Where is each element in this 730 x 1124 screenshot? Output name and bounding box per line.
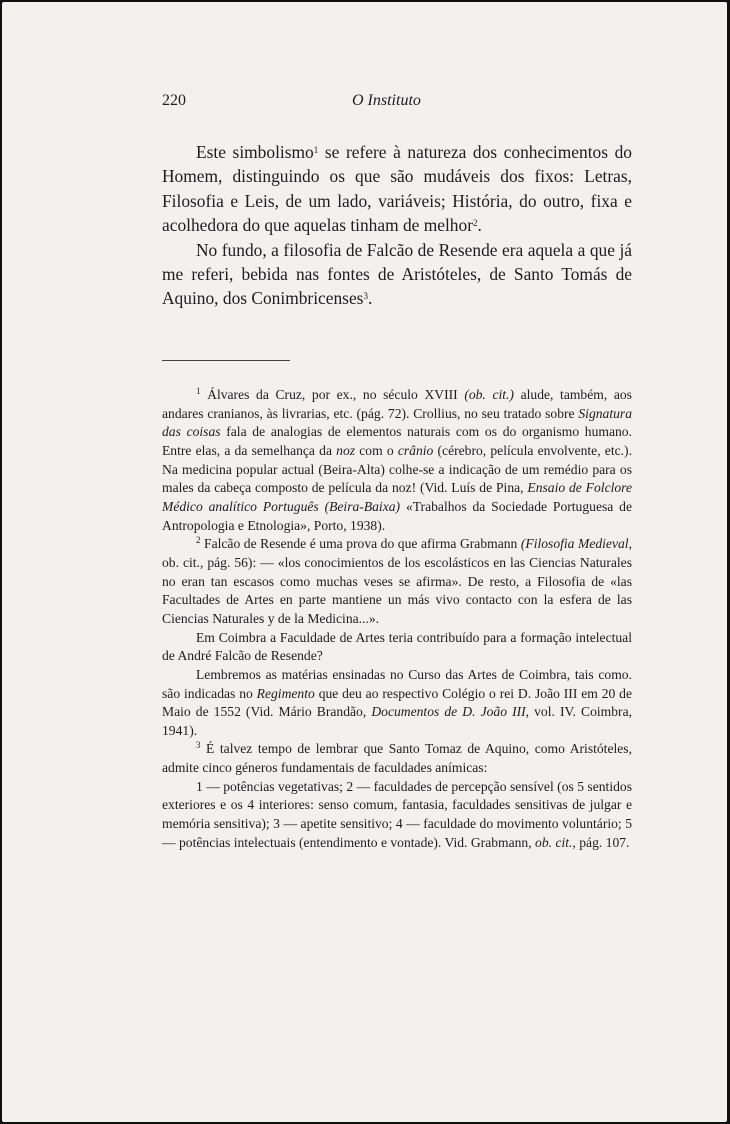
text: (ob. cit.)	[464, 387, 514, 402]
text: que deu ao respectivo Colégio o rei D. João III em 20 de Maio de 1552 (Vid. Mário Brandão,	[162, 685, 632, 720]
footnote-paragraph	[162, 666, 632, 741]
footnote	[162, 535, 632, 628]
text: noz	[336, 442, 356, 458]
text: .	[477, 215, 482, 236]
text: 1 — potências vegetativas; 2 — faculdades de percepção sensível (os 5 sentidos exteriores e os 4 interiores: senso comum, fantasia, faculdades sensitivas de julgar e memória sensitiva); 3 — apetite sensitivo; 4 — faculdade do movimento voluntário; 5 — potências intelectuais (entendimento e vontade). Vid. Grabmann,	[162, 778, 632, 850]
footnotes	[162, 386, 632, 852]
paragraph	[162, 238, 632, 311]
text: (Filosofia Medieval,	[520, 536, 632, 552]
text: se refere à natureza dos conhecimentos do Homem, distinguindo os que são mudáveis dos fixos: Letras, Filosofia e Leis, de um lado, variáveis; História, do outro, fixa e acolhedora do que aquelas tinham de melhor	[162, 142, 632, 236]
text: Álvares da Cruz, por ex., no século XVIII	[207, 387, 458, 402]
text: com o	[359, 442, 394, 458]
footnote	[162, 740, 632, 777]
footnote-marker: 3	[196, 740, 201, 751]
footnote-ref: 2	[473, 218, 478, 229]
footnote-list	[162, 778, 632, 853]
text: fala de analogias de elementos naturais com os do organismo humano. Entre elas, a da semelhança da	[162, 424, 632, 458]
running-title: O Instituto	[352, 92, 421, 109]
book-page	[2, 2, 727, 1122]
text: vol. IV. Coimbra, 1941).	[162, 704, 633, 738]
text: (cérebro, película envolvente, etc.). Na medicina popular actual (Beira-Alta) colhe-se a indicação de um remédio para os males da cabeça composto de película da noz! (Vid. Luís de Pina,	[162, 442, 632, 496]
text: Regimento	[256, 685, 315, 701]
footnote-ref: 3	[363, 291, 368, 302]
paragraph	[162, 140, 632, 238]
footnote-separator	[162, 360, 290, 361]
text: alude, também, aos andares cranianos, às livrarias, etc. (pág. 72). Crollius, no seu tratado sobre	[162, 387, 632, 421]
page-number: 220	[162, 92, 186, 109]
text: ob. cit., pág. 56): — «los conocimientos de los escolásticos en las Ciencias Naturales no eran tan escasos como muchas veses se afirma». De resto, a Filosofia de «las Facultades de Artes en parte mantiene un más vivo contacto con la esfera de las Ciencias Naturales y de la Medicina...».	[162, 554, 632, 626]
page-header	[2, 92, 727, 118]
text: Falcão de Resende é uma prova do que afirma Grabmann	[204, 536, 518, 552]
footnote-paragraph: Em Coimbra a Faculdade de Artes teria contribuído para a formação intelectual de André Falcão de Resende?	[162, 629, 632, 664]
main-text	[162, 140, 632, 311]
text: crânio	[397, 442, 434, 458]
text: Signatura das coisas	[162, 405, 632, 440]
text: ob. cit.,	[535, 834, 576, 850]
footnote-marker: 1	[196, 386, 201, 396]
text: .	[367, 288, 373, 309]
text: pág. 107.	[579, 834, 630, 850]
footnote-marker: 2	[196, 535, 201, 546]
text: Documentos de D. João III,	[371, 704, 530, 720]
text: Este simbolismo	[196, 142, 314, 162]
footnote	[162, 386, 632, 535]
text: Lembremos as matérias ensinadas no Curso das Artes de Coimbra, tais como. são indicadas no	[162, 666, 632, 701]
footnote-ref: 1	[313, 145, 319, 155]
text: É talvez tempo de lembrar que Santo Tomaz de Aquino, como Aristóteles, admite cinco géneros fundamentais de faculdades anímicas:	[162, 741, 632, 776]
text: No fundo, a filosofia de Falcão de Resende era aquela a que já me referi, bebida nas fontes de Aristóteles, de Santo Tomás de Aquino, dos Conimbricenses	[162, 239, 632, 309]
text: Ensaio de Folclore Médico analítico Português (Beira-Baixa)	[162, 480, 632, 514]
text: «Trabalhos da Sociedade Portuguesa de Antropologia e Etnologia», Porto, 1938).	[162, 498, 633, 533]
